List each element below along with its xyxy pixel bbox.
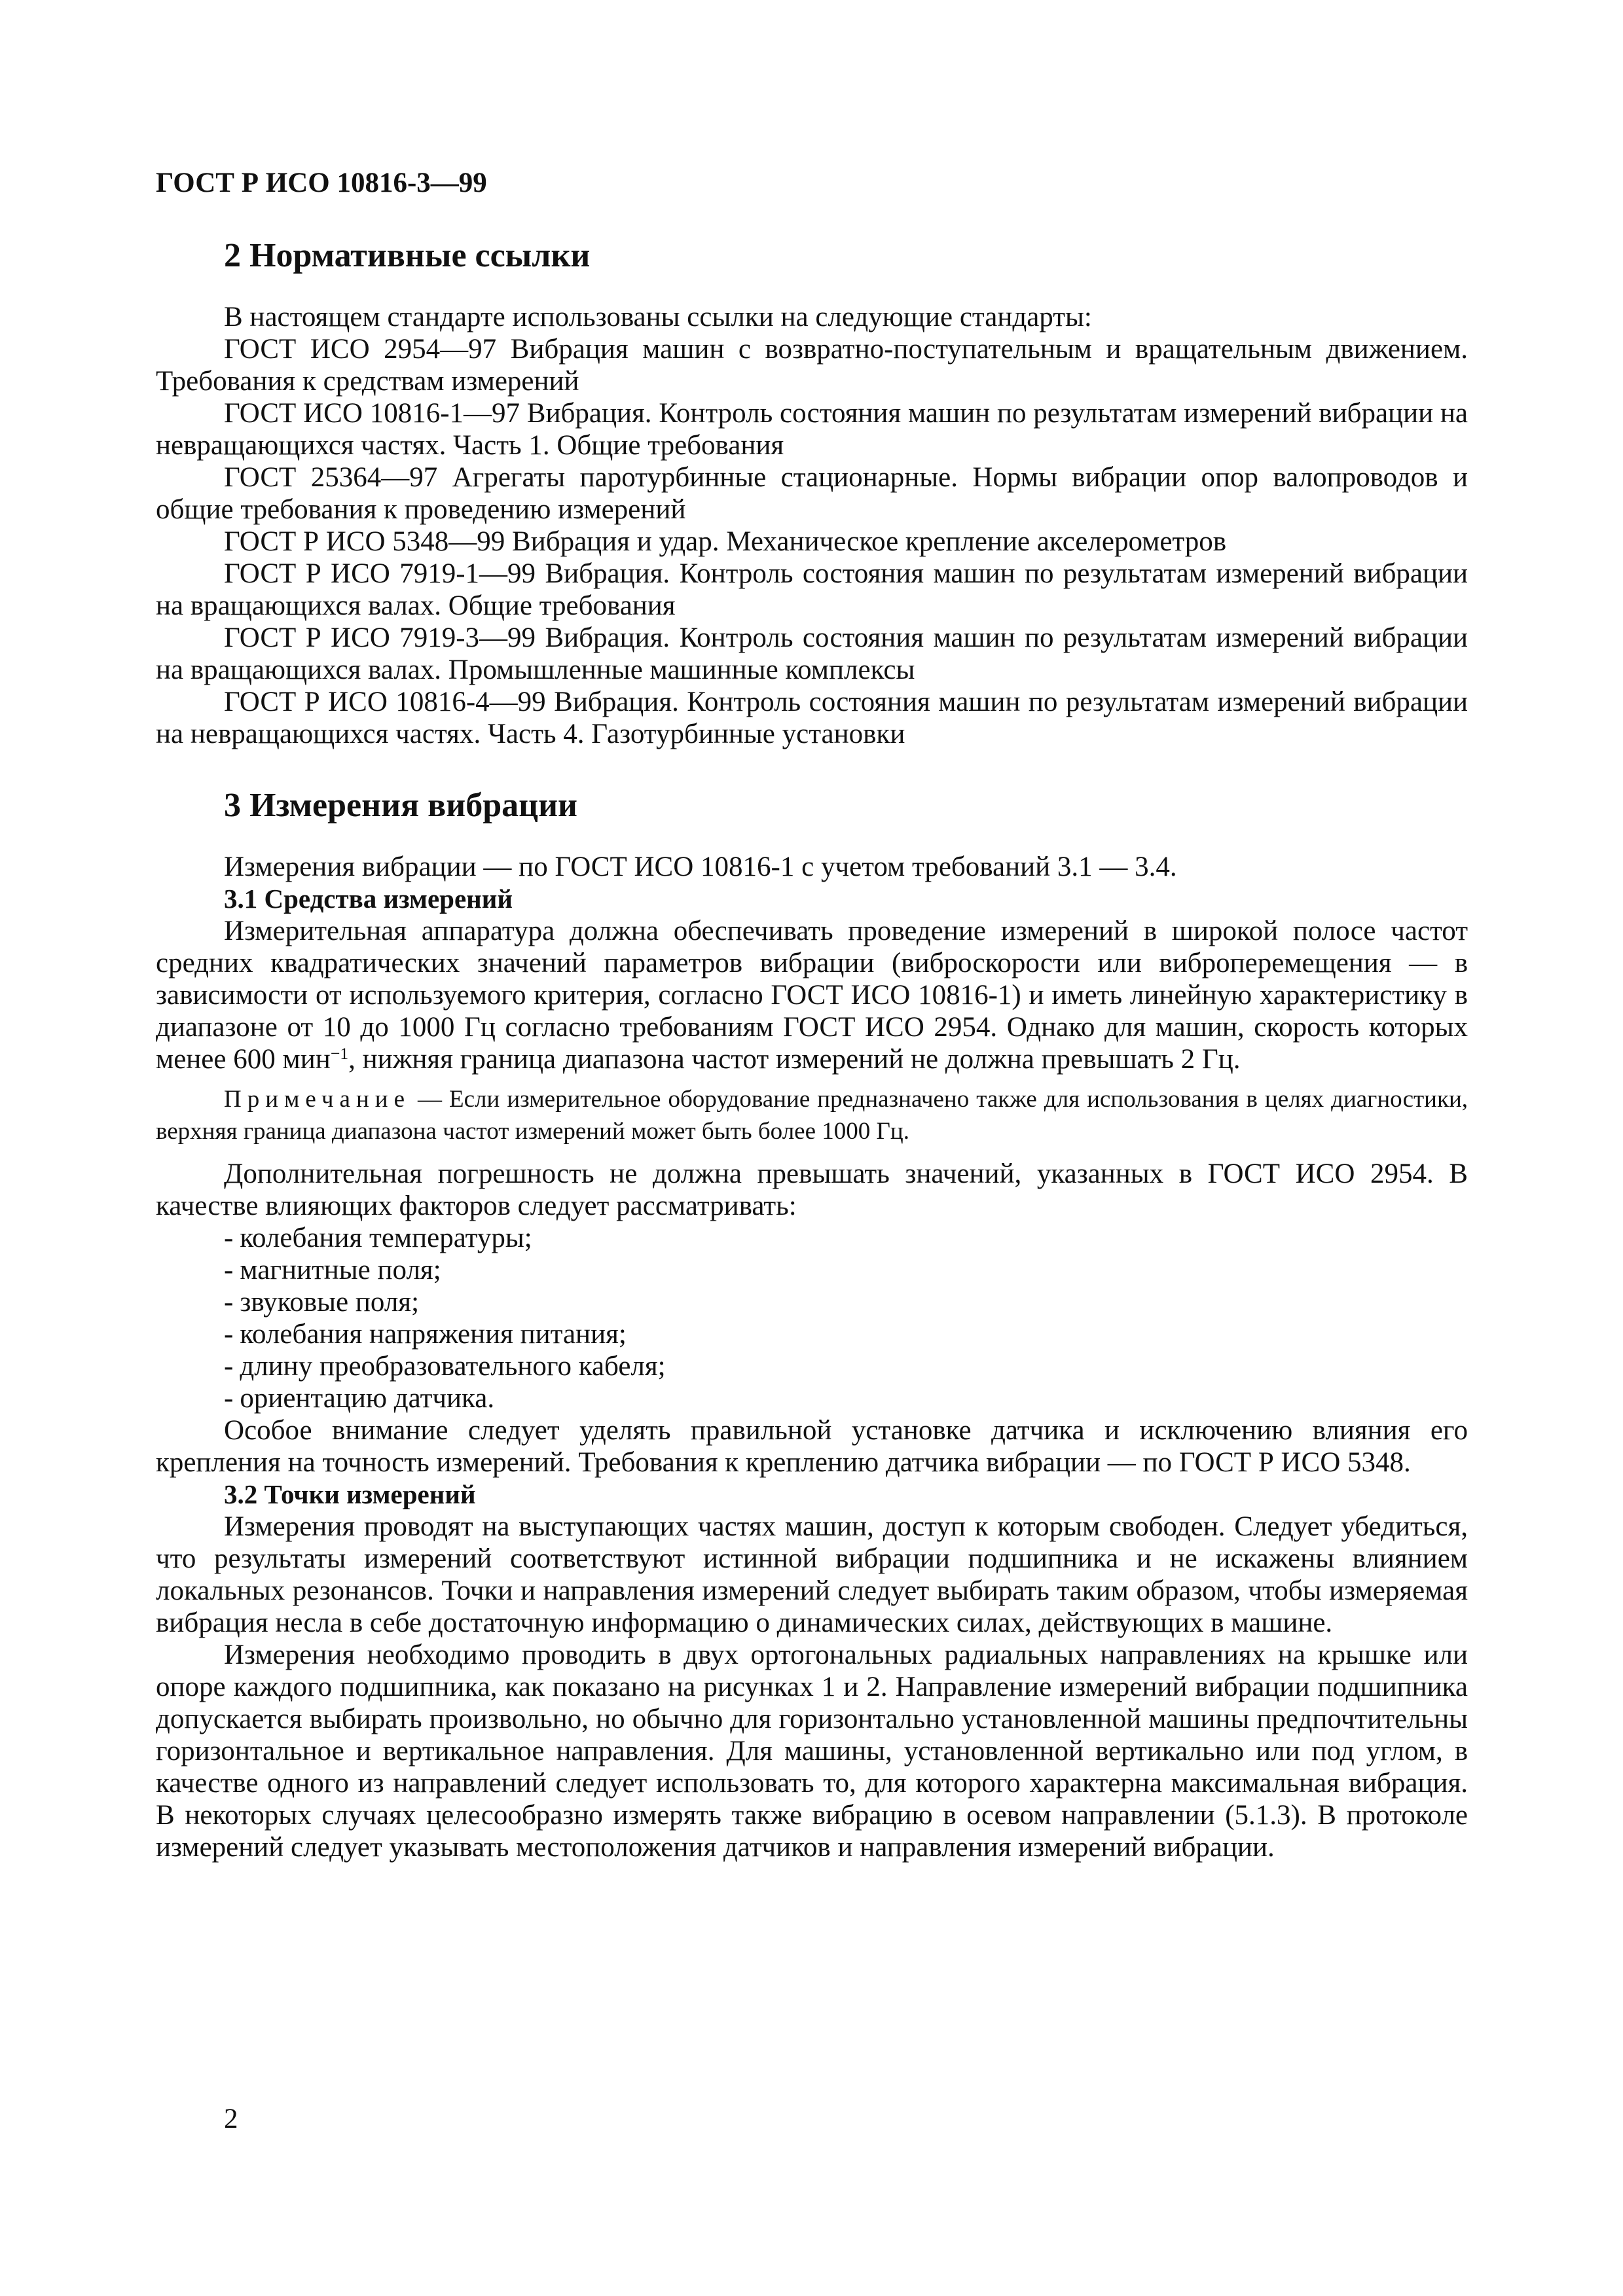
list-item (156, 1222, 1468, 1254)
list-item-text: колебания температуры; (240, 1223, 532, 1253)
list-dash: - (224, 1319, 234, 1350)
list-item (156, 1254, 1468, 1286)
subsection-3-2-heading: 3.2 Точки измерений (224, 1479, 476, 1509)
additional-error-paragraph: Дополнительная погрешность не должна превышать значений, указанных в ГОСТ ИСО 2954. В качестве влияющих факторов следует рассматривать: (156, 1158, 1468, 1221)
page-content (156, 164, 1468, 1863)
list-dash: - (224, 1287, 234, 1318)
reference-item: ГОСТ Р ИСО 7919-1—99 Вибрация. Контроль состояния машин по результатам измерений вибрации на вращающихся валах. Общие требования (156, 558, 1468, 621)
reference-item: ГОСТ 25364—97 Агрегаты паротурбинные стационарные. Нормы вибрации опор валопроводов и общие требования к проведению измерений (156, 462, 1468, 525)
influencing-factors-list (156, 1222, 1468, 1414)
list-item (156, 1350, 1468, 1382)
reference-item: ГОСТ Р ИСО 7919-3—99 Вибрация. Контроль состояния машин по результатам измерений вибрации на вращающихся валах. Промышленные машинные комплексы (156, 622, 1468, 685)
note-text: — Если измерительное оборудование предназначено также для использования в целях диагностики, верхняя граница диапазона частот измерений может быть более 1000 Гц. (156, 1086, 1468, 1145)
reference-item: ГОСТ Р ИСО 10816-4—99 Вибрация. Контроль состояния машин по результатам измерений вибрации на невращающихся частях. Часть 4. Газотурбинные установки (156, 687, 1468, 749)
reference-item: ГОСТ ИСО 10816-1—97 Вибрация. Контроль состояния машин по результатам измерений вибрации на невращающихся частях. Часть 1. Общие требования (156, 398, 1468, 461)
measurement-points-paragraph-2: Измерения необходимо проводить в двух ортогональных радиальных направлениях на крышке или опоре каждого подшипника, как показано на рисунках 1 и 2. Направление измерений вибрации подшипника допускается выбирать произвольно, но обычно для горизонтально установленной машины предпочтительны горизонтальное и вертикальное направления. Для машины, установленной вертикально или под углом, в качестве одного из направлений следует использовать то, для которого характерна максимальная вибрация. В некоторых случаях целесообразно измерять также вибрацию в осевом направлении (5.1.3). В протоколе измерений следует указывать местоположения датчиков и направления измерений вибрации. (156, 1640, 1468, 1863)
document-header: ГОСТ Р ИСО 10816-3—99 (156, 168, 487, 198)
section-3-intro: Измерения вибрации — по ГОСТ ИСО 10816-1 с учетом требований 3.1 — 3.4. (224, 852, 1177, 882)
minus-one-superscript: −1 (330, 1044, 349, 1063)
list-item-text: длину преобразовательного кабеля; (240, 1351, 666, 1382)
section-2-intro: В настоящем стандарте использованы ссылки на следующие стандарты: (224, 302, 1092, 332)
section-2-heading: 2 Нормативные ссылки (224, 237, 591, 274)
list-item-text: ориентацию датчика. (240, 1383, 495, 1414)
note-paragraph (156, 1083, 1468, 1147)
list-dash: - (224, 1255, 234, 1285)
reference-item: ГОСТ Р ИСО 5348—99 Вибрация и удар. Механическое крепление акселерометров (224, 526, 1227, 557)
list-item-text: колебания напряжения питания; (240, 1319, 627, 1350)
equipment-text-part-2: , нижняя граница диапазона частот измерений не должна превышать 2 Гц. (348, 1044, 1241, 1075)
note-label: Примечание (224, 1086, 410, 1113)
equipment-text-part-1: Измерительная аппаратура должна обеспечивать проведение измерений в широкой полосе частот средних квадратических значений параметров вибрации (виброскорости или виброперемещения — в зависимости от используемого критерия, согласно ГОСТ ИСО 10816-1) и иметь линейную характеристику в диапазоне от 10 до 1000 Гц согласно требованиям ГОСТ ИСО 2954. Однако для машин, скорость которых менее 600 мин (156, 916, 1468, 1075)
list-item (156, 1286, 1468, 1318)
list-dash: - (224, 1223, 234, 1253)
list-dash: - (224, 1383, 234, 1414)
measurement-equipment-paragraph (156, 915, 1468, 1075)
section-3-heading: 3 Измерения вибрации (224, 787, 578, 824)
list-dash: - (224, 1351, 234, 1382)
page-number: 2 (224, 2104, 238, 2134)
reference-item: ГОСТ ИСО 2954—97 Вибрация машин с возвратно-поступательным и вращательным движением. Требования к средствам измерений (156, 334, 1468, 397)
subsection-3-1-heading: 3.1 Средства измерений (224, 884, 513, 914)
list-item-text: магнитные поля; (240, 1255, 441, 1285)
list-item (156, 1318, 1468, 1350)
list-item-text: звуковые поля; (240, 1287, 420, 1318)
sensor-mounting-paragraph: Особое внимание следует уделять правильной установке датчика и исключению влияния его крепления на точность измерений. Требования к креплению датчика вибрации — по ГОСТ Р ИСО 5348. (156, 1415, 1468, 1478)
measurement-points-paragraph-1: Измерения проводят на выступающих частях машин, доступ к которым свободен. Следует убедиться, что результаты измерений соответствуют истинной вибрации подшипника и не искажены влиянием локальных резонансов. Точки и направления измерений следует выбирать таким образом, чтобы измеряемая вибрация несла в себе достаточную информацию о динамических силах, действующих в машине. (156, 1511, 1468, 1638)
list-item (156, 1382, 1468, 1414)
